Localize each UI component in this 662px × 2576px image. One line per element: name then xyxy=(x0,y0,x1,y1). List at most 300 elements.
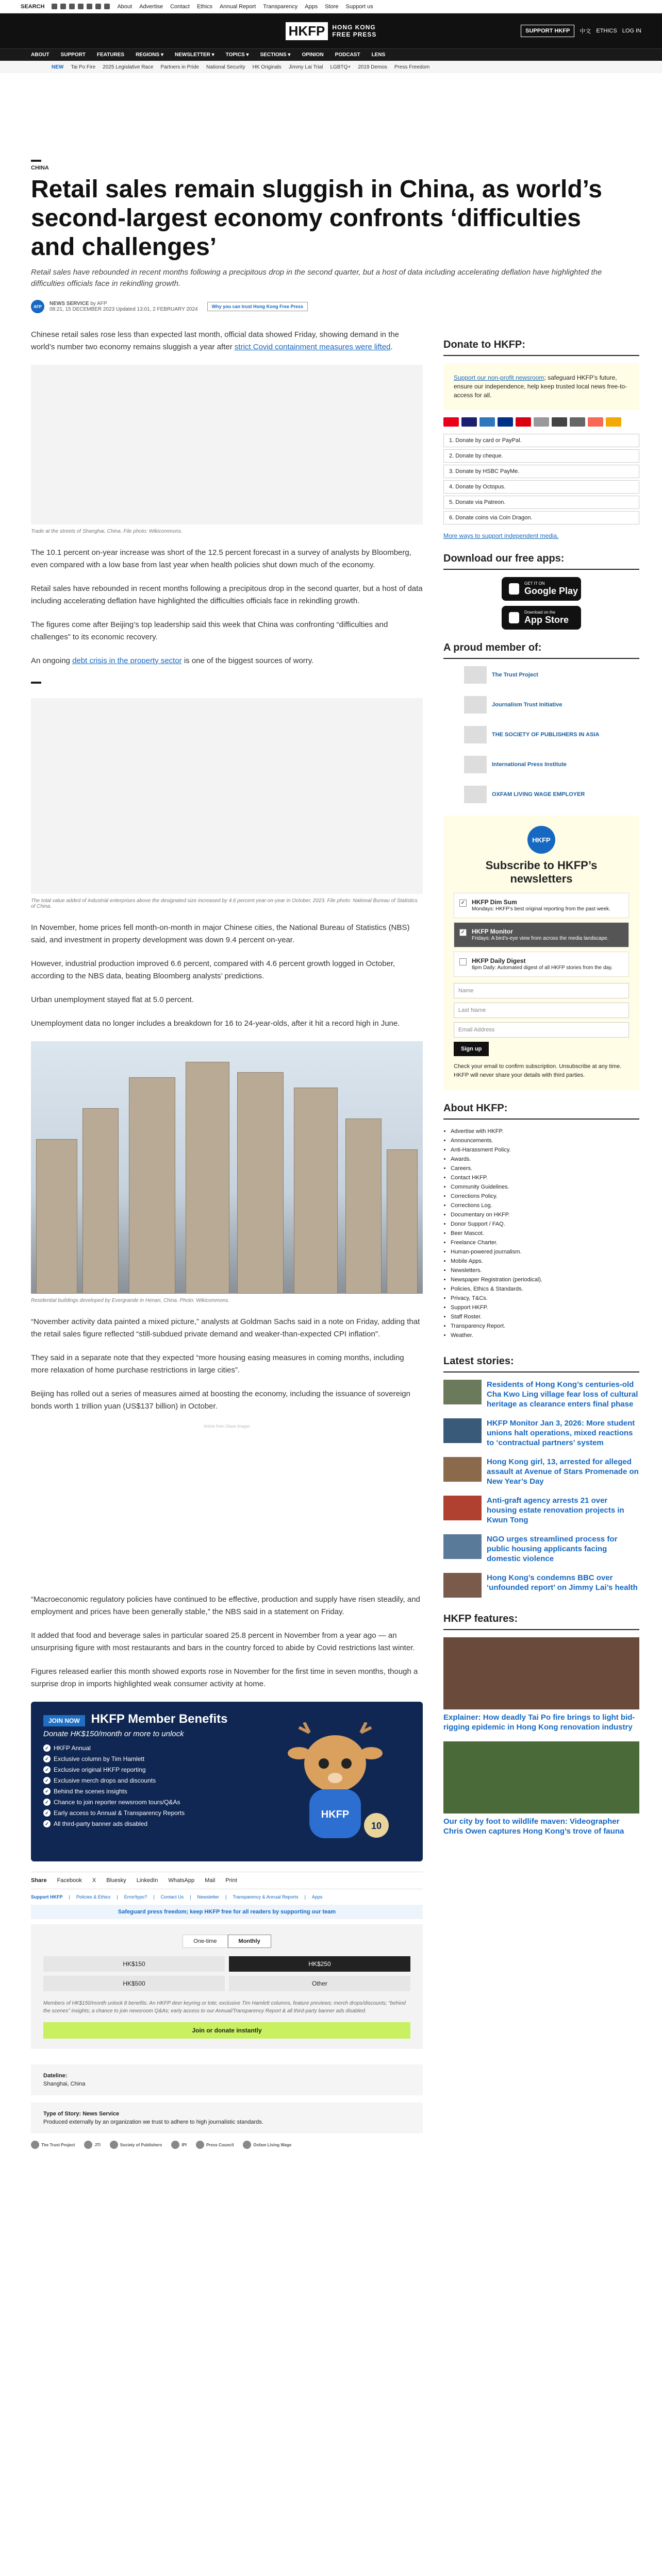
share-mail[interactable]: Mail xyxy=(205,1877,216,1884)
ethics-link[interactable]: ETHICS xyxy=(596,28,617,34)
checkbox-icon[interactable]: ✓ xyxy=(459,900,467,907)
trending-link[interactable]: LGBTQ+ xyxy=(330,64,351,70)
newsletter-option[interactable] xyxy=(454,893,629,918)
newsletter-box xyxy=(443,816,639,1090)
partner-logo[interactable] xyxy=(243,2141,291,2149)
building xyxy=(345,1118,382,1294)
top-utility-bar xyxy=(0,0,662,13)
image-caption: The total value added of industrial enterprises above the designated size increased by 4.6 percent year-on-year in October, 2023. File photo: National Bureau of Statistics of China. xyxy=(31,898,418,909)
building xyxy=(36,1139,77,1294)
about-link[interactable]: • Newspaper Registration (periodical). xyxy=(451,1275,639,1284)
link[interactable]: Transparency & Annual Reports xyxy=(233,1894,299,1900)
logo-text xyxy=(332,24,376,38)
text: An ongoing xyxy=(31,656,73,665)
trust-link[interactable]: Why you can trust Hong Kong Free Press xyxy=(207,302,308,311)
nav-item[interactable]: ABOUT xyxy=(31,52,49,58)
about-link[interactable]: • Awards. xyxy=(451,1155,639,1164)
deer-mascot-icon xyxy=(278,1722,392,1846)
main-nav xyxy=(0,48,662,61)
jti-icon xyxy=(84,2141,92,2149)
story-item[interactable] xyxy=(443,1380,639,1409)
amount-150[interactable]: HK$150 xyxy=(43,1956,225,1972)
story-thumbnail[interactable] xyxy=(443,1380,482,1404)
paragraph: “Macroeconomic regulatory policies have continued to be effective, production and supply have risen steadily, and employment and prices have been generally stable,” the NBS said in a statement on Friday. xyxy=(31,1595,420,1616)
member-logo[interactable] xyxy=(443,666,639,684)
about-link[interactable]: • Corrections Policy. xyxy=(451,1192,639,1201)
topbar-link[interactable]: Transparency xyxy=(263,3,298,10)
check-icon: ✓ xyxy=(43,1799,51,1806)
about-link[interactable]: • Community Guidelines. xyxy=(451,1182,639,1192)
footer-links xyxy=(31,1894,423,1900)
ad-space xyxy=(0,73,662,160)
sopa-icon xyxy=(110,2141,118,2149)
x-icon[interactable] xyxy=(60,4,66,9)
language-link[interactable]: 中文 xyxy=(580,28,591,35)
story-title[interactable]: HKFP Monitor Jan 3, 2026: More student unions halt operations, mixed reactions to ‘contractual partners’ system xyxy=(487,1419,635,1447)
building xyxy=(237,1072,284,1294)
text: . xyxy=(390,343,393,351)
image-placeholder xyxy=(31,365,423,524)
topbar-link[interactable]: Contact xyxy=(170,3,190,10)
text: ; safeguard HKFP’s future, ensure our independence, help keep trusted local news free-to-access for all. xyxy=(454,374,627,399)
first-name-input[interactable]: Name xyxy=(454,983,629,998)
newsletter-option[interactable] xyxy=(454,952,629,977)
amount-500[interactable]: HK$500 xyxy=(43,1976,225,1991)
logo-line-2: FREE PRESS xyxy=(332,31,377,38)
latest-stories xyxy=(443,1380,639,1598)
member-name: International Press Institute xyxy=(492,761,567,768)
store-name: Google Play xyxy=(524,586,578,596)
building xyxy=(387,1149,418,1294)
cheque-icon xyxy=(534,417,549,427)
trending-link[interactable]: 2025 Legislative Race xyxy=(103,64,154,70)
story-title[interactable]: NGO urges streamlined process for public housing applicants facing domestic violence xyxy=(487,1535,618,1563)
benefit-text: Early access to Annual & Transparency Reports xyxy=(54,1809,185,1817)
link[interactable]: Error/typo? xyxy=(124,1894,147,1900)
google-play-icon xyxy=(509,583,519,595)
paragraph: Urban unemployment stayed flat at 5.0 percent. xyxy=(31,995,194,1004)
share-print[interactable]: Print xyxy=(225,1877,237,1884)
features-list xyxy=(443,1637,639,1836)
partner-logo[interactable] xyxy=(110,2141,162,2149)
feature-title[interactable]: Explainer: How deadly Tai Po fire brings to light bid-rigging epidemic in Hong Kong renovation industry xyxy=(443,1713,635,1732)
donate-box xyxy=(443,363,639,410)
about-link[interactable]: • Human-powered journalism. xyxy=(451,1247,639,1257)
byline xyxy=(31,300,631,313)
benefits-title: HKFP Member Benefits xyxy=(91,1712,228,1726)
about-link[interactable]: • Freelance Charter. xyxy=(451,1238,639,1247)
divider: | xyxy=(190,1894,191,1900)
about-link[interactable]: • Mobile Apps. xyxy=(451,1257,639,1266)
youtube-icon[interactable] xyxy=(95,4,101,9)
nav-item[interactable]: LENS xyxy=(371,52,386,58)
ad-label: Article from Glass Imager xyxy=(203,1424,251,1429)
topbar-link[interactable]: Ethics xyxy=(196,3,212,10)
amount-250[interactable]: HK$250 xyxy=(229,1956,410,1972)
features-heading: HKFP features: xyxy=(443,1613,639,1630)
nav-item[interactable]: OPINION xyxy=(302,52,324,58)
paragraph xyxy=(31,329,423,353)
benefit-text: Exclusive column by Tim Hamlett xyxy=(54,1755,145,1762)
apple-icon xyxy=(509,612,519,623)
check-icon: ✓ xyxy=(43,1809,51,1817)
member-benefits-banner[interactable] xyxy=(31,1702,423,1861)
frequency-toggle xyxy=(43,1935,410,1948)
check-icon: ✓ xyxy=(43,1777,51,1784)
mail-icon[interactable] xyxy=(104,4,110,9)
category-bar xyxy=(31,160,41,162)
partner-name: JTI xyxy=(94,2142,101,2147)
trust-project-icon xyxy=(464,666,487,684)
article-header xyxy=(0,160,662,313)
share-whatsapp[interactable]: WhatsApp xyxy=(168,1877,195,1884)
partner-logo[interactable] xyxy=(196,2141,234,2149)
story-title[interactable]: Hong Kong’s condemns BBC over ‘unfounded report’ on Jimmy Lai’s health xyxy=(487,1573,638,1592)
story-thumbnail[interactable] xyxy=(443,1457,482,1482)
share-x[interactable]: X xyxy=(92,1877,96,1884)
anniversary-number: 10 xyxy=(371,1821,382,1831)
about-link[interactable]: • Corrections Log. xyxy=(451,1201,639,1210)
trending-link[interactable]: Jimmy Lai Trial xyxy=(288,64,323,70)
donate-option[interactable]: 1. Donate by card or PayPal. xyxy=(443,434,639,447)
story-thumbnail[interactable] xyxy=(443,1573,482,1598)
share-facebook[interactable]: Facebook xyxy=(57,1877,82,1884)
nav-item[interactable]: REGIONS ▾ xyxy=(136,52,163,58)
paragraph: The figures come after Beijing’s top leadership said this week that China was confronting “difficulties and challenges” to its economic recovery. xyxy=(31,620,388,641)
share-linkedin[interactable]: LinkedIn xyxy=(136,1877,158,1884)
newsletter-note: Check your email to confirm subscription. Unsubscribe at any time. HKFP will never share your details with third parties. xyxy=(454,1063,622,1078)
divider: | xyxy=(304,1894,306,1900)
nav-item[interactable]: TOPICS ▾ xyxy=(225,52,249,58)
member-logo[interactable] xyxy=(443,726,639,743)
separator xyxy=(31,682,41,684)
member-logo[interactable] xyxy=(443,696,639,714)
author-avatar: AFP xyxy=(31,300,44,313)
building xyxy=(186,1062,229,1294)
building xyxy=(82,1108,119,1294)
checkbox-icon[interactable]: ✓ xyxy=(459,929,467,936)
donation-widget xyxy=(31,1924,423,2049)
partner-name: Press Council xyxy=(206,2142,234,2147)
google-pay-icon xyxy=(570,417,585,427)
feature-title[interactable]: Our city by foot to wildlife maven: Videographer Chris Owen captures Hong Kong’s trove of fauna xyxy=(443,1817,624,1836)
donate-option[interactable]: 2. Donate by cheque. xyxy=(443,449,639,463)
paragraph: However, industrial production improved 6.6 percent, compared with 4.6 percent growth logged in October, according to the NBS data, beating Bloomberg analysts’ predictions. xyxy=(31,959,395,980)
divider: | xyxy=(117,1894,118,1900)
donate-heading: Donate to HKFP: xyxy=(443,339,639,356)
about-link[interactable]: • Support HKFP. xyxy=(451,1303,639,1312)
topbar-link[interactable]: Annual Report xyxy=(219,3,256,10)
nav-item[interactable]: FEATURES xyxy=(96,52,125,58)
dateline-label: Dateline: xyxy=(43,2073,68,2079)
logo-mark: HKFP xyxy=(286,22,328,40)
paragraph: The 10.1 percent on-year increase was short of the 12.5 percent forecast in a survey of analysts by Bloomberg, even compared with a low base from last year when health policies shut down much of the economy. xyxy=(31,548,411,569)
link[interactable]: Policies & Ethics xyxy=(76,1894,111,1900)
about-link[interactable]: • Contact HKFP. xyxy=(451,1173,639,1182)
image-caption: Trade at the streets of Shanghai, China. File photo: Wikicommons. xyxy=(31,529,183,534)
about-link[interactable]: • Policies, Ethics & Standards. xyxy=(451,1284,639,1294)
share-bar xyxy=(31,1872,423,1889)
nl-name: HKFP Daily Digest xyxy=(472,957,526,964)
story-title[interactable]: Hong Kong girl, 13, arrested for alleged assault at Avenue of Stars Promenade on New Year’s Day xyxy=(487,1458,639,1486)
app-store-button[interactable] xyxy=(502,606,581,630)
story-title[interactable]: Residents of Hong Kong’s centuries-old Cha Kwo Ling village fear loss of cultural heritage as clearance enters final phase xyxy=(487,1380,638,1409)
category-label[interactable]: CHINA xyxy=(31,165,49,171)
topbar-link[interactable]: Apps xyxy=(305,3,318,10)
nav-item[interactable]: SECTIONS ▾ xyxy=(260,52,291,58)
building xyxy=(129,1077,175,1294)
paragraph: Figures released earlier this month showed exports rose in November for the first time in seven months, though a surprise drop in imports highlighted weak consumer activity at home. xyxy=(31,1667,418,1688)
paragraph: In November, home prices fell month-on-month in major Chinese cities, the National Bureau of Statistics (NBS) said, and investment in property development was down 9.4 percent on-year. xyxy=(31,923,410,944)
topbar-link[interactable]: Advertise xyxy=(139,3,163,10)
story-item[interactable] xyxy=(443,1496,639,1525)
buildings-photo xyxy=(31,1041,423,1294)
patreon-icon xyxy=(588,417,603,427)
story-thumbnail[interactable] xyxy=(443,1418,482,1443)
about-list xyxy=(443,1127,639,1340)
partner-name: IPI xyxy=(181,2142,187,2147)
partner-logo[interactable] xyxy=(84,2141,101,2149)
about-link[interactable]: • Weather. xyxy=(451,1331,639,1340)
nl-desc: Fridays: A bird's-eye view from across the media landscape. xyxy=(472,936,609,941)
check-icon: ✓ xyxy=(43,1766,51,1773)
trending-link[interactable]: Tai Po Fire xyxy=(71,64,96,70)
link[interactable]: Contact Us xyxy=(160,1894,184,1900)
oxfam-icon xyxy=(464,786,487,803)
donation-fine-print: Members of HK$150/month unlock 8 benefits: An HKFP deer keyring or tote; exclusive Tim Hamlett columns, feature previews; merch drops/discounts; “behind the scenes” insights; a chance to join newsroom Q&As; early access to our Annual/Transparency Report & all third-party banner ads disabled. xyxy=(43,2001,406,2014)
about-link[interactable]: • Donor Support / FAQ. xyxy=(451,1219,639,1229)
image-caption: Residential buildings developed by Evergrande in Henan, China. Photo: Wikicommons. xyxy=(31,1298,230,1303)
topbar-link[interactable]: About xyxy=(117,3,133,10)
one-time-tab[interactable]: One-time xyxy=(183,1935,227,1948)
about-link[interactable]: • Beer Mascot. xyxy=(451,1229,639,1238)
sidebar xyxy=(443,329,639,2149)
about-link[interactable]: • Transparency Report. xyxy=(451,1321,639,1331)
logo-line-1: HONG KONG xyxy=(332,24,376,31)
signup-button[interactable]: Sign up xyxy=(454,1042,489,1056)
social-icons xyxy=(52,4,110,9)
jti-icon xyxy=(464,696,487,714)
apps-heading: Download our free apps: xyxy=(443,553,639,570)
inline-link[interactable]: debt crisis in the property sector xyxy=(72,656,182,665)
story-item[interactable] xyxy=(443,1573,639,1598)
paragraph: “November activity data painted a mixed picture,” analysts at Goldman Sachs said in a note on Friday, adding that the retail sales figure reflected “still-subdued private demand and weaker-than-expected CPI inflation”. xyxy=(31,1317,420,1338)
feature-image[interactable] xyxy=(443,1637,639,1709)
share-label: Share xyxy=(31,1877,47,1884)
facebook-icon[interactable] xyxy=(52,4,57,9)
divider: | xyxy=(69,1894,70,1900)
link[interactable]: Newsletter xyxy=(197,1894,219,1900)
story-item[interactable] xyxy=(443,1534,639,1564)
benefits-donate: Donate HK$150/month or more to unlock xyxy=(43,1730,184,1738)
story-title[interactable]: Anti-graft agency arrests 21 over housing estate renovation projects in Kwun Tong xyxy=(487,1496,624,1524)
partner-name: The Trust Project xyxy=(41,2142,75,2147)
topbar-link[interactable]: Store xyxy=(325,3,339,10)
support-link[interactable]: Support our non-profit newsroom xyxy=(454,374,544,381)
member-name: OXFAM LIVING WAGE EMPLOYER xyxy=(492,791,585,798)
ipi-icon xyxy=(171,2141,179,2149)
trust-project-icon xyxy=(31,2141,39,2149)
link[interactable]: Support HKFP xyxy=(31,1894,63,1900)
amount-options xyxy=(43,1956,410,1991)
nl-name: HKFP Dim Sum xyxy=(472,899,517,906)
trending-link[interactable]: National Security xyxy=(206,64,245,70)
bitcoin-icon xyxy=(606,417,621,427)
article-subtitle: Retail sales have rebounded in recent months following a precipitous drop in the second quarter, but a host of data including accelerating deflation have highlighted the difficulties officials face in rekindling growth. xyxy=(31,268,602,288)
linkedin-icon[interactable] xyxy=(87,4,92,9)
member-heading: A proud member of: xyxy=(443,642,639,659)
paragraph: Retail sales have rebounded in recent months following a precipitous drop in the second quarter, but a host of data including accelerating deflation have highlighted the difficulties officials face in rekindling growth. xyxy=(31,584,423,605)
member-name: Journalism Trust Initiative xyxy=(492,701,562,708)
trending-link[interactable]: Press Freedom xyxy=(394,64,430,70)
feature-image[interactable] xyxy=(443,1741,639,1814)
google-play-button[interactable] xyxy=(502,577,581,601)
inline-link[interactable]: strict Covid containment measures were lifted xyxy=(234,343,391,351)
donate-option[interactable]: 5. Donate via Patreon. xyxy=(443,496,639,509)
check-icon: ✓ xyxy=(43,1755,51,1762)
instagram-icon[interactable] xyxy=(69,4,75,9)
mascot-shirt-text: HKFP xyxy=(321,1809,350,1820)
new-badge: NEW xyxy=(52,64,64,70)
divider: | xyxy=(225,1894,227,1900)
about-link[interactable]: • Staff Roster. xyxy=(451,1312,639,1321)
mastercard-icon xyxy=(443,417,459,427)
paragraph: It added that food and beverage sales in particular soared 25.8 percent in November from a year ago — an unsurprising figure with most restaurants and bars in the country forced to abide by Covid restrictions last winter. xyxy=(31,1631,415,1652)
partner-logos xyxy=(31,2141,423,2149)
benefit-text: Exclusive original HKFP reporting xyxy=(54,1766,146,1773)
paragraph: They said in a separate note that they expected “more housing easing measures in coming months, including more relaxation of home purchase restrictions in large cities”. xyxy=(31,1353,404,1375)
monthly-tab[interactable]: Monthly xyxy=(228,1935,271,1948)
story-item[interactable] xyxy=(443,1457,639,1486)
benefit-text: Behind the scenes insights xyxy=(54,1788,127,1795)
donate-option[interactable]: 6. Donate coins via Coin Dragon. xyxy=(443,511,639,524)
content-layout xyxy=(0,329,662,2149)
partner-name: Oxfam Living Wage xyxy=(253,2142,292,2147)
more-ways-link[interactable]: More ways to support independent media. xyxy=(443,532,559,539)
dateline-value: Shanghai, China xyxy=(43,2081,86,2087)
about-link[interactable]: • Anti-Harassment Policy. xyxy=(451,1145,639,1155)
oxfam-icon xyxy=(243,2141,251,2149)
partner-logo[interactable] xyxy=(171,2141,187,2149)
link[interactable]: Apps xyxy=(311,1894,323,1900)
share-bluesky[interactable]: Bluesky xyxy=(106,1877,126,1884)
about-link[interactable]: • Announcements. xyxy=(451,1136,639,1145)
search-link[interactable]: SEARCH xyxy=(21,3,45,10)
amount-other[interactable]: Other xyxy=(229,1976,410,1991)
dateline-box xyxy=(31,2064,423,2095)
press-council-icon xyxy=(196,2141,204,2149)
donate-option[interactable]: 4. Donate by Octopus. xyxy=(443,480,639,494)
check-icon: ✓ xyxy=(43,1744,51,1752)
story-thumbnail[interactable] xyxy=(443,1496,482,1520)
about-link[interactable]: • Careers. xyxy=(451,1164,639,1173)
paypal-icon xyxy=(498,417,513,427)
login-link[interactable]: LOG IN xyxy=(622,28,641,34)
safeguard-banner[interactable]: Safeguard press freedom; keep HKFP free for all readers by supporting our team xyxy=(31,1905,423,1919)
nav-item[interactable]: NEWSLETTER ▾ xyxy=(174,52,214,58)
trending-bar xyxy=(0,61,662,73)
trending-link[interactable]: HK Originals xyxy=(252,64,282,70)
store-small: Download on the xyxy=(524,610,556,615)
about-link[interactable]: • Newsletters. xyxy=(451,1266,639,1275)
partner-logo[interactable] xyxy=(31,2141,75,2149)
story-type-box xyxy=(31,2103,423,2133)
store-small: GET IT ON xyxy=(524,581,545,586)
nav-item[interactable]: PODCAST xyxy=(335,52,360,58)
ipi-icon xyxy=(464,756,487,773)
amex-icon xyxy=(479,417,495,427)
member-logo[interactable] xyxy=(443,756,639,773)
benefit-text: Chance to join reporter newsroom tours/Q&As xyxy=(54,1799,180,1806)
text: is one of the biggest sources of worry. xyxy=(181,656,314,665)
member-logo[interactable] xyxy=(443,786,639,803)
latest-heading: Latest stories: xyxy=(443,1355,639,1372)
article-body xyxy=(31,329,423,2149)
building xyxy=(294,1088,338,1294)
check-icon: ✓ xyxy=(43,1788,51,1795)
newsletter-option[interactable] xyxy=(454,922,629,947)
author-block xyxy=(49,301,198,312)
payment-icons xyxy=(443,417,639,427)
nl-desc: Mondays: HKFP’s best original reporting from the past week. xyxy=(472,906,610,912)
partner-name: Society of Publishers xyxy=(120,2142,162,2147)
benefit-text: All third-party banner ads disabled xyxy=(54,1820,148,1827)
apple-pay-icon xyxy=(552,417,567,427)
join-now-badge[interactable]: JOIN NOW xyxy=(43,1715,85,1726)
join-donate-button[interactable]: Join or donate instantly xyxy=(43,2022,410,2039)
threads-icon[interactable] xyxy=(78,4,84,9)
check-icon: ✓ xyxy=(43,1820,51,1827)
sopa-icon xyxy=(464,726,487,743)
benefit-text: Exclusive merch drops and discounts xyxy=(54,1777,156,1784)
trending-link[interactable]: Partners in Pride xyxy=(160,64,200,70)
hkfp-logo[interactable] xyxy=(286,22,377,40)
donate-option[interactable]: 3. Donate by HSBC PayMe. xyxy=(443,465,639,478)
story-type-value: Produced externally by an organization we trust to adhere to high journalistic standards. xyxy=(43,2119,263,2125)
topbar-link[interactable]: Support us xyxy=(345,3,373,10)
author-name[interactable]: NEWS SERVICE xyxy=(49,301,89,307)
visa-icon xyxy=(461,417,477,427)
author-by: by AFP xyxy=(90,301,107,307)
story-item[interactable] xyxy=(443,1418,639,1448)
about-link[interactable]: • Documentary on HKFP. xyxy=(451,1210,639,1219)
divider: | xyxy=(153,1894,155,1900)
about-link[interactable]: • Advertise with HKFP. xyxy=(451,1127,639,1136)
article-dates: 08:21, 15 DECEMBER 2023 Updated 13:01, 2 FEBRUARY 2024 xyxy=(49,307,198,312)
trending-link[interactable]: 2019 Demos xyxy=(358,64,387,70)
paragraph: Unemployment data no longer includes a breakdown for 16 to 24-year-olds, after it hit a record high in June. xyxy=(31,1019,400,1028)
image-placeholder xyxy=(31,698,423,894)
store-name: App Store xyxy=(524,615,569,625)
story-type-label: Type of Story: News Service xyxy=(43,2111,120,2117)
payme-icon xyxy=(516,417,531,427)
email-input[interactable]: Email Address xyxy=(454,1022,629,1038)
donate-text xyxy=(454,374,629,400)
about-link[interactable]: • Privacy, T&Cs. xyxy=(451,1294,639,1303)
member-name: THE SOCIETY OF PUBLISHERS IN ASIA xyxy=(492,731,600,738)
about-heading: About HKFP: xyxy=(443,1103,639,1120)
last-name-input[interactable]: Last Name xyxy=(454,1003,629,1018)
support-button[interactable]: SUPPORT HKFP xyxy=(521,25,574,37)
benefit-text: HKFP Annual xyxy=(54,1744,91,1752)
member-name: The Trust Project xyxy=(492,671,538,678)
paragraph xyxy=(31,655,423,667)
article-title: Retail sales remain sluggish in China, as world’s second-largest economy confronts ‘difficulties and challenges’ xyxy=(31,176,602,261)
nav-item[interactable]: SUPPORT xyxy=(60,52,86,58)
story-thumbnail[interactable] xyxy=(443,1534,482,1559)
nl-name: HKFP Monitor xyxy=(472,928,513,935)
checkbox-icon[interactable] xyxy=(459,958,467,965)
